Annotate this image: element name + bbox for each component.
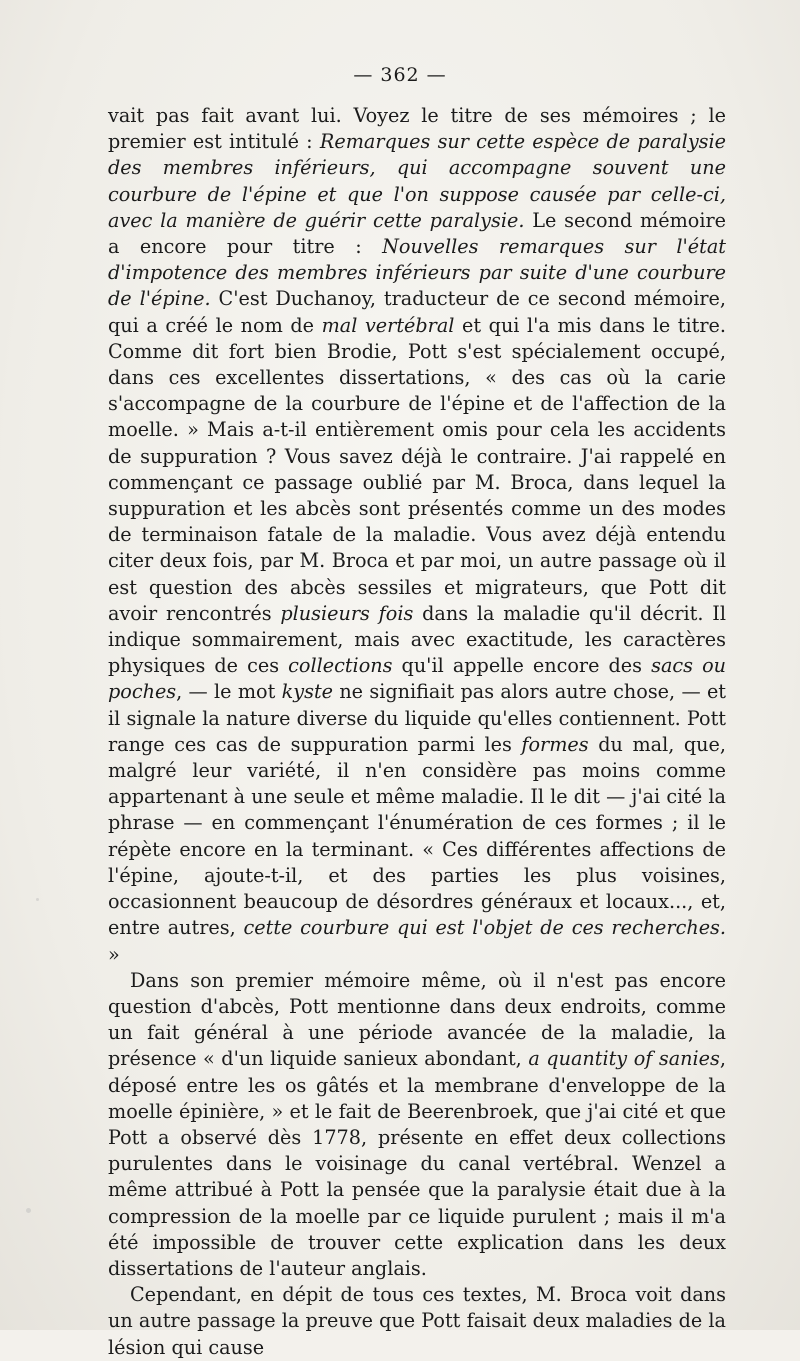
text-run: vait pas fait avant lui. Voyez le titre de ses mémoires ; le premier est intitulé : xyxy=(108,104,726,154)
italic-text: sacs ou poches xyxy=(108,654,726,704)
text-run: Cependant, en dépit de tous ces textes, M. Broca voit dans un autre passage la preuve que Pott faisait deux maladies de la lésion qui cause xyxy=(108,1283,726,1359)
italic-text: a quantity of sanies xyxy=(528,1047,720,1071)
text-run: » xyxy=(108,942,120,966)
ink-speck xyxy=(36,898,39,901)
paragraph xyxy=(108,1282,726,1361)
paragraph xyxy=(108,968,726,1282)
text-run: , — le mot xyxy=(176,680,282,704)
text-run: , déposé entre les os gâtés et la membrane d'enveloppe de la moelle épinière, » et le fait de Beerenbroek, que j'ai cité et que Pott a observé dès 1778, présente en effet deux collections purulentes dans le voisinage du canal vertébral. Wenzel a même attribué à Pott la pensée que la paralysie était due à la compression de la moelle par ce liquide purulent ; mais il m'a été impossible de trouver cette explication dans les deux dissertations de l'auteur anglais. xyxy=(108,1047,726,1280)
text-run: Dans son premier mémoire même, où il n'est pas encore question d'abcès, Pott mentionne dans deux endroits, comme un fait général à une période avancée de la maladie, la présence « d'un liquide sanieux abondant, xyxy=(108,968,726,1071)
italic-text: collections xyxy=(288,654,393,678)
italic-text: Nouvelles remarques sur l'état d'impotence des membres inférieurs par suite d'une courbure de l'épine. xyxy=(108,235,726,311)
italic-text: mal vertébral xyxy=(321,313,455,337)
italic-text: formes xyxy=(521,732,589,756)
text-run: du mal, que, malgré leur variété, il n'en considère pas moins comme appartenant à une seule et même maladie. Il le dit — j'ai cité la phrase — en commençant l'énumération de ces formes ; il le répète encore en la terminant. « Ces différentes affections de l'épine, ajoute-t-il, et des parties les plus voisines, occasionnent beaucoup de désordres généraux et locaux..., et, entre autres, xyxy=(108,732,726,940)
body-text xyxy=(108,103,726,1361)
text-run: Le second mémoire a encore pour titre : xyxy=(108,208,726,259)
text-run: qu'il appelle encore des xyxy=(392,654,652,678)
ink-speck xyxy=(26,1208,31,1213)
text-run: ne signifiait pas alors autre chose, — et il signale la nature diverse du liquide qu'elles contiennent. Pott range ces cas de suppuration parmi les xyxy=(108,680,727,756)
italic-text: cette courbure qui est l'objet de ces recherches. xyxy=(243,916,726,940)
text-run: C'est Duchanoy, traducteur de ce second mémoire, qui a créé le nom de xyxy=(108,287,726,337)
page-number: — 362 — xyxy=(353,64,447,86)
italic-text: kyste xyxy=(281,680,334,704)
italic-text: plusieurs fois xyxy=(280,601,414,625)
paragraph xyxy=(108,103,726,968)
italic-text: Remarques sur cette espèce de paralysie des membres inférieurs, qui accompagne souvent une courbure de l'épine et que l'on suppose causée par celle-ci, avec la manière de guérir cette paralysie. xyxy=(108,130,726,232)
text-run: et qui l'a mis dans le titre. Comme dit fort bien Brodie, Pott s'est spécialement occupé, dans ces excellentes dissertations, « des cas où la carie s'accompagne de la courbure de l'épine et de l'affection de la moelle. » Mais a-t-il entièrement omis pour cela les accidents de suppuration ? Vous savez déjà le contraire. J'ai rappelé en commençant ce passage oublié par M. Broca, dans lequel la suppuration et les abcès sont présentés comme un des modes de terminaison fatale de la maladie. Vous avez déjà entendu citer deux fois, par M. Broca et par moi, un autre passage où il est question des abcès sessiles et migrateurs, que Pott dit avoir rencontrés xyxy=(108,313,726,625)
text-run: dans la maladie qu'il décrit. Il indique sommairement, mais avec exactitude, les caractères physiques de ces xyxy=(108,601,726,678)
